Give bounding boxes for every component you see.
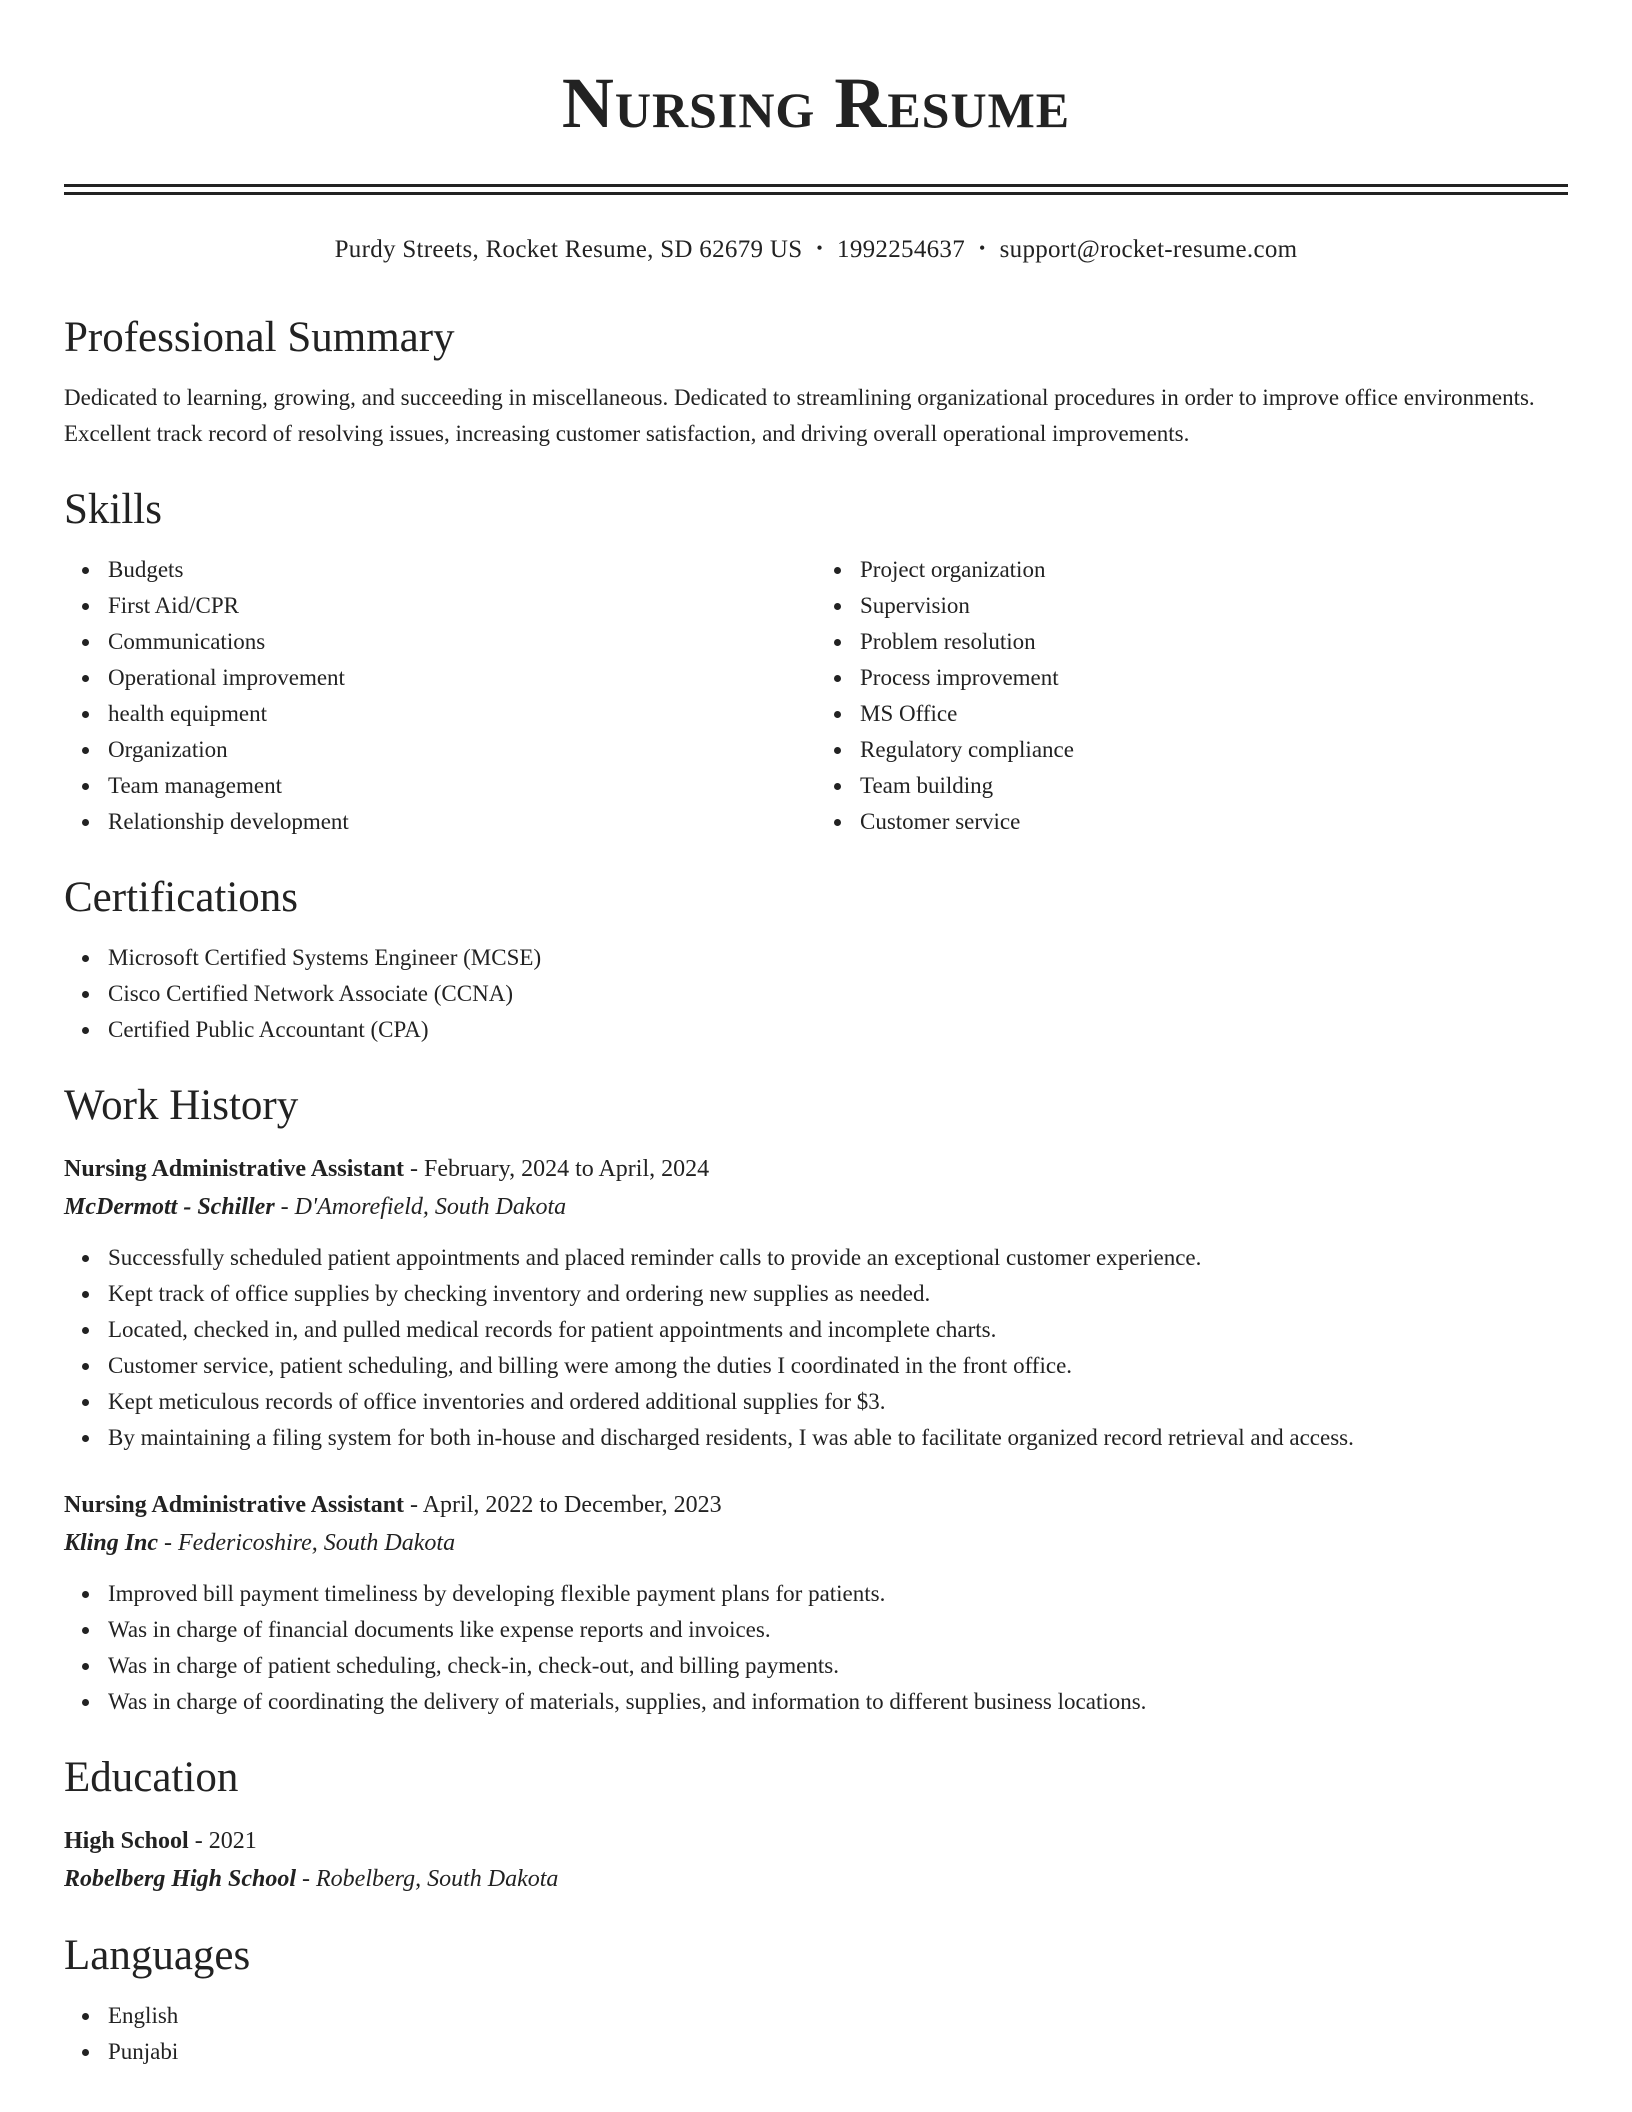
certifications-list: [64, 940, 1568, 1048]
languages-section: [64, 1930, 1568, 2070]
job-company: McDermott - Schiller: [64, 1194, 275, 1220]
job-company: Kling Inc: [64, 1530, 159, 1556]
job-title: Nursing Administrative Assistant: [64, 1492, 405, 1518]
education-school: Robelberg High School: [64, 1866, 297, 1892]
certifications-section: [64, 872, 1568, 1048]
job-duty: Located, checked in, and pulled medical records for patient appointments and incomplete charts.: [108, 1312, 1568, 1348]
skill-item: Team management: [108, 768, 816, 804]
languages-heading: Languages: [64, 1932, 251, 1979]
skill-item: Project organization: [860, 552, 1568, 588]
job-entry: [64, 1150, 1568, 1456]
job-duty: Kept meticulous records of office inventories and ordered additional supplies for $3.: [108, 1384, 1568, 1420]
skill-item: Supervision: [860, 588, 1568, 624]
job-dates: - April, 2022 to December, 2023: [404, 1492, 722, 1518]
skill-item: Operational improvement: [108, 660, 816, 696]
job-duty: Kept track of office supplies by checking inventory and ordering new supplies as needed.: [108, 1276, 1568, 1312]
contact-email: support@rocket-resume.com: [999, 236, 1298, 263]
contact-phone: 1992254637: [837, 236, 966, 263]
education-location: - Robelberg, South Dakota: [296, 1866, 559, 1892]
job-duty: Was in charge of financial documents like expense reports and invoices.: [108, 1612, 1568, 1648]
job-employer: [64, 1524, 1568, 1562]
job-duties-list: [64, 1576, 1568, 1720]
skills-list-left: [64, 552, 816, 840]
job-location: - D'Amorefield, South Dakota: [274, 1194, 567, 1220]
language-item: Punjabi: [108, 2034, 1568, 2070]
summary-text: Dedicated to learning, growing, and succeeding in miscellaneous. Dedicated to streamlining organizational procedures in order to improve office environments. Excellent track record of resolving issues, increasing customer satisfaction, and driving overall operational improvements.: [64, 385, 1535, 446]
job-dates: - February, 2024 to April, 2024: [404, 1156, 710, 1182]
skills-heading: Skills: [64, 486, 162, 533]
certification-item: Microsoft Certified Systems Engineer (MCSE): [108, 940, 1568, 976]
contact-line: [64, 233, 1568, 268]
contact-separator: •: [979, 238, 986, 258]
summary-section: [64, 312, 1568, 452]
skill-item: Regulatory compliance: [860, 732, 1568, 768]
skill-item: Problem resolution: [860, 624, 1568, 660]
job-title: Nursing Administrative Assistant: [64, 1156, 405, 1182]
skill-item: Communications: [108, 624, 816, 660]
job-duty: Was in charge of coordinating the delivery of materials, supplies, and information to different business locations.: [108, 1684, 1568, 1720]
work-history-heading: Work History: [64, 1082, 299, 1129]
job-employer: [64, 1188, 1568, 1226]
education-degree: High School: [64, 1828, 189, 1854]
skill-item: Organization: [108, 732, 816, 768]
certification-item: Certified Public Accountant (CPA): [108, 1012, 1568, 1048]
skill-item: Customer service: [860, 804, 1568, 840]
education-institution: [64, 1860, 1568, 1898]
summary-heading: Professional Summary: [64, 314, 455, 361]
skills-section: [64, 484, 1568, 840]
contact-address: Purdy Streets, Rocket Resume, SD 62679 US: [334, 236, 803, 263]
job-duty: Successfully scheduled patient appointments and placed reminder calls to provide an exceptional customer experience.: [108, 1240, 1568, 1276]
skill-item: Team building: [860, 768, 1568, 804]
certifications-heading: Certifications: [64, 874, 299, 921]
skill-item: First Aid/CPR: [108, 588, 816, 624]
work-history-section: [64, 1080, 1568, 1720]
certification-item: Cisco Certified Network Associate (CCNA): [108, 976, 1568, 1012]
skill-item: Budgets: [108, 552, 816, 588]
skills-columns: [64, 552, 1568, 840]
language-item: English: [108, 1998, 1568, 2034]
job-header: [64, 1150, 1568, 1188]
education-year: - 2021: [188, 1828, 257, 1854]
job-header: [64, 1486, 1568, 1524]
resume-title: Nursing Resume: [561, 63, 1071, 143]
job-duty: By maintaining a filing system for both in-house and discharged residents, I was able to facilitate organized record retrieval and access.: [108, 1420, 1568, 1456]
skills-list-right: [816, 552, 1568, 840]
job-duty: Customer service, patient scheduling, and billing were among the duties I coordinated in the front office.: [108, 1348, 1568, 1384]
skill-item: Relationship development: [108, 804, 816, 840]
skill-item: Process improvement: [860, 660, 1568, 696]
education-header: [64, 1822, 1568, 1860]
title-double-rule: [64, 184, 1568, 195]
job-duty: Was in charge of patient scheduling, check-in, check-out, and billing payments.: [108, 1648, 1568, 1684]
job-duty: Improved bill payment timeliness by developing flexible payment plans for patients.: [108, 1576, 1568, 1612]
skill-item: MS Office: [860, 696, 1568, 732]
languages-list: [64, 1998, 1568, 2070]
education-section: [64, 1752, 1568, 1898]
skill-item: health equipment: [108, 696, 816, 732]
job-location: - Federicoshire, South Dakota: [158, 1530, 456, 1556]
education-heading: Education: [64, 1754, 239, 1801]
job-entry: [64, 1486, 1568, 1720]
job-duties-list: [64, 1240, 1568, 1456]
contact-separator: •: [816, 238, 824, 258]
